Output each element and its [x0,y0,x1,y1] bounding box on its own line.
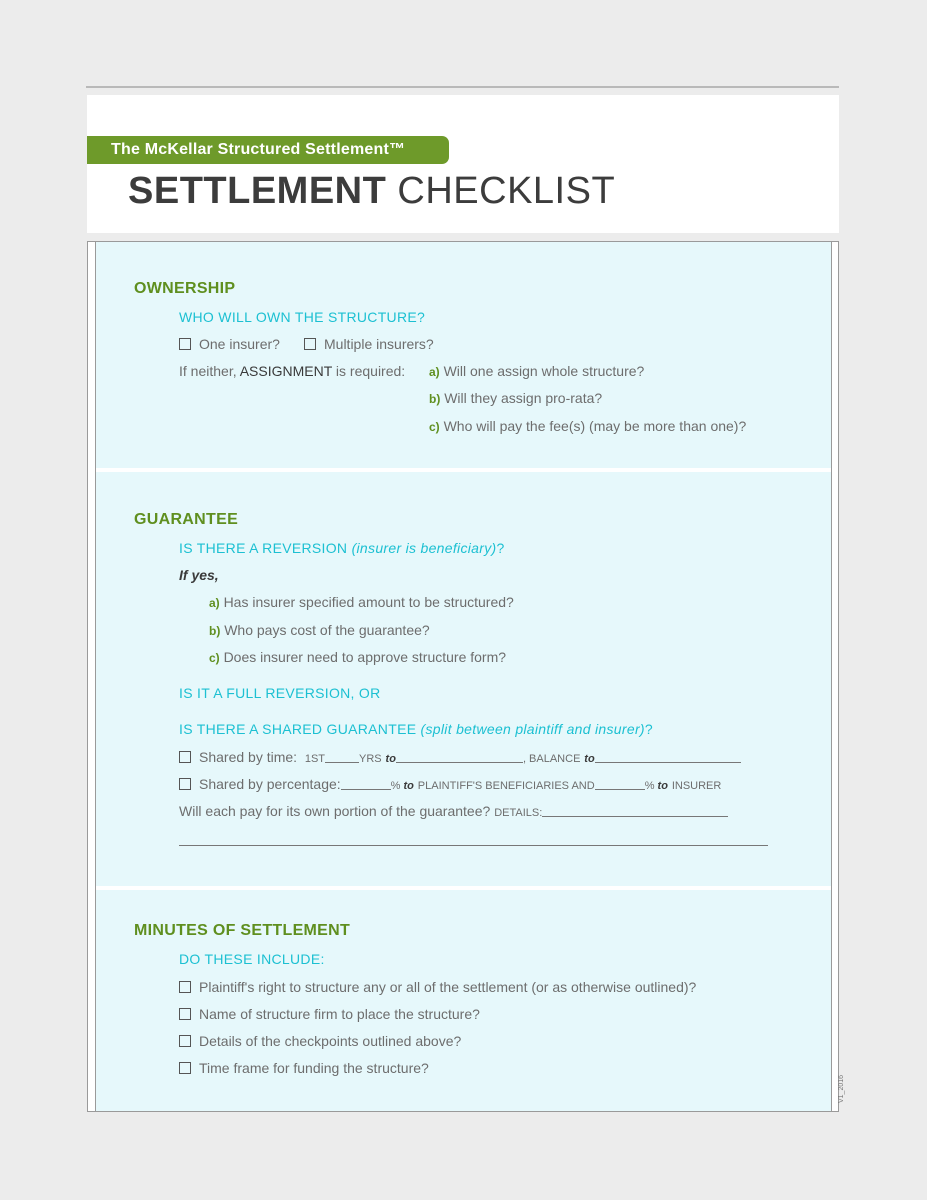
if-yes-label: If yes, [179,567,219,583]
full-reversion-question: IS IT A FULL REVERSION, OR [179,685,381,701]
reversion-question [179,540,505,556]
panel-inner-border-left [95,241,96,1112]
title-bold: SETTLEMENT [128,170,387,212]
details-label: DETAILS: [494,807,543,819]
pct-sign: % [390,780,404,792]
checkbox[interactable] [179,338,191,350]
title-light: CHECKLIST [397,170,616,212]
reversion-end: ? [496,540,505,556]
shared-guarantee-question [179,721,653,737]
guarantee-item-c [209,649,506,665]
plaintiff-pct-blank[interactable] [341,777,391,790]
neither-suffix: is required: [335,363,406,379]
item-letter: a) [429,365,440,379]
minutes-item-1[interactable] [179,979,696,995]
item-text: Will one assign whole structure? [443,363,645,379]
details-continuation-line[interactable] [179,845,768,846]
time-1st-label: 1ST [304,753,326,765]
each-pay-row [179,803,728,819]
section-ownership [96,242,831,468]
shared-by-percentage-row[interactable] [179,776,721,792]
item-text: Name of structure firm to place the structure? [199,1006,480,1022]
option-one-insurer-label: One insurer? [199,336,280,352]
page-title [128,170,615,213]
minutes-item-3[interactable] [179,1033,461,1049]
ownership-question: WHO WILL OWN THE STRUCTURE? [179,309,426,325]
to-label: to [657,780,668,792]
option-one-insurer[interactable] [179,336,280,352]
plaintiff-beneficiaries-label: PLAINTIFF'S BENEFICIARIES AND [417,780,595,792]
to-label: to [584,753,595,765]
insurer-pct-blank[interactable] [595,777,645,790]
checkbox[interactable] [179,1062,191,1074]
balance-label: , BALANCE [522,753,581,765]
guarantee-item-a [209,594,514,610]
shared-end: ? [644,721,653,737]
time-yrs-label: YRS [359,753,382,765]
to-label: to [403,780,414,792]
item-letter: b) [209,624,221,638]
item-text: Has insurer specified amount to be structured? [223,594,514,610]
option-multiple-insurers-label: Multiple insurers? [324,336,434,352]
assignment-keyword: ASSIGNMENT [239,363,333,379]
reversion-q-text: IS THERE A REVERSION [179,540,348,556]
ownership-item-b [429,390,602,406]
item-letter: b) [429,392,441,406]
details-blank[interactable] [542,804,728,817]
shared-by-time-row[interactable] [179,749,741,765]
time-label: Shared by time: [199,749,298,765]
checkbox[interactable] [179,1008,191,1020]
item-letter: a) [209,596,220,610]
ownership-item-c [429,418,746,434]
ownership-item-a [429,363,644,379]
minutes-heading: MINUTES OF SETTLEMENT [134,922,351,939]
neither-prefix: If neither, [179,363,237,379]
item-text: Who pays cost of the guarantee? [224,622,430,638]
item-text: Plaintiff's right to structure any or all of the settlement (or as otherwise outlined)? [199,979,697,995]
item-letter: c) [429,420,440,434]
balance-recipient-blank[interactable] [595,750,741,763]
shared-note: (split between plaintiff and insurer) [420,721,645,737]
reversion-note: (insurer is beneficiary) [351,540,497,556]
minutes-item-2[interactable] [179,1006,480,1022]
option-multiple-insurers[interactable] [304,336,434,352]
checkbox[interactable] [179,778,191,790]
pct-label: Shared by percentage: [199,776,341,792]
minutes-item-4[interactable] [179,1060,429,1076]
item-text: Will they assign pro-rata? [444,390,603,406]
minutes-question: DO THESE INCLUDE: [179,951,325,967]
checkbox[interactable] [179,1035,191,1047]
guarantee-item-b [209,622,430,638]
years-blank[interactable] [325,750,359,763]
checkbox[interactable] [304,338,316,350]
checkbox[interactable] [179,751,191,763]
time-recipient-blank[interactable] [396,750,523,763]
top-rule [86,86,839,88]
assignment-note [179,363,405,379]
insurer-label: INSURER [671,780,722,792]
item-text: Does insurer need to approve structure form? [223,649,507,665]
item-text: Who will pay the fee(s) (may be more than one)? [443,418,747,434]
checkbox[interactable] [179,981,191,993]
version-code: V1_2016 [838,1074,845,1103]
guarantee-heading: GUARANTEE [134,511,239,528]
section-guarantee [96,472,831,886]
pct-sign: % [644,780,658,792]
brand-tab: The McKellar Structured Settlement™ [87,136,449,164]
ownership-heading: OWNERSHIP [134,280,236,297]
shared-q-text: IS THERE A SHARED GUARANTEE [179,721,417,737]
panel-inner-border-right [831,241,832,1112]
to-label: to [385,753,396,765]
each-pay-question: Will each pay for its own portion of the guarantee? [179,803,491,819]
item-letter: c) [209,651,220,665]
item-text: Time frame for funding the structure? [199,1060,429,1076]
item-text: Details of the checkpoints outlined above? [199,1033,462,1049]
